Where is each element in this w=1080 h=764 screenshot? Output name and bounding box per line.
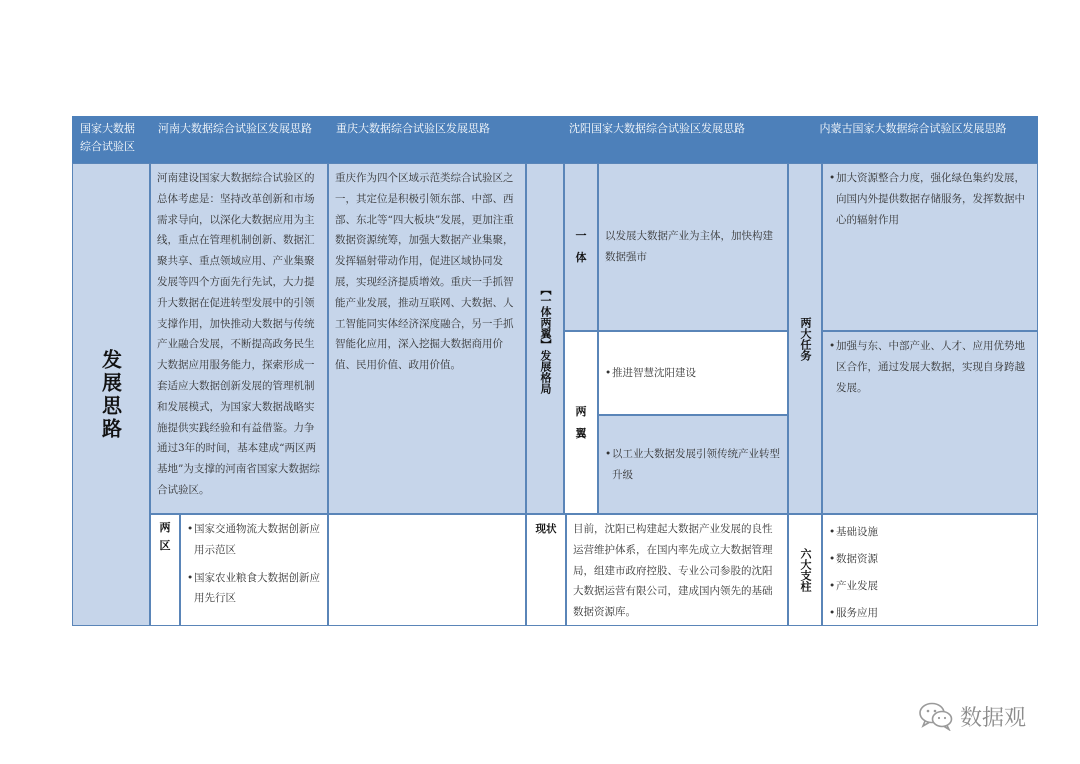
row-label: 发展思路 xyxy=(98,348,123,441)
shenyang-pattern-cell xyxy=(526,163,564,514)
header-chongqing xyxy=(328,116,526,163)
list-item: • 国家交通物流大数据创新应用示范区 xyxy=(187,519,321,561)
shenyang-status-label-cell xyxy=(526,514,566,626)
henan-liangqu-list xyxy=(187,519,321,609)
shenyang-yiti-label: 一体 xyxy=(575,229,587,264)
henan-liangqu-cell xyxy=(180,514,328,626)
header-henan-label: 河南大数据综合试验区发展思路 xyxy=(158,122,312,135)
shenyang-yiti-label-cell xyxy=(564,163,598,331)
henan-main-cell xyxy=(150,163,328,514)
watermark xyxy=(918,698,1048,734)
shenyang-yiti-text: 以发展大数据产业为主体，加快构建数据强市 xyxy=(605,230,773,263)
header-region-label: 国家大数据综合试验区 xyxy=(80,122,135,153)
neimenggu-tasks-label: 两大任务 xyxy=(799,316,812,361)
list-item: • 以工业大数据发展引领传统产业转型升级 xyxy=(605,444,781,486)
shenyang-liangyi-item-1-cell xyxy=(598,331,788,415)
neimenggu-pillars-cell xyxy=(822,514,1038,626)
neimenggu-task-2-cell xyxy=(822,331,1038,514)
list-item: • 加大资源整合力度，强化绿色集约发展，向国内外提供数据存储服务，发挥数据中心的辐射作用 xyxy=(829,168,1031,230)
chongqing-main-text: 重庆作为四个区域示范类综合试验区之一，其定位是积极引领东部、中部、西部、东北等“四大板块”发展，更加注重数据资源统筹，加强大数据产业集聚，发挥辐射带动作用，促进区域协同发展，实现经济提质增效。重庆一手抓智能产业发展，推动互联网、大数据、人工智能同实体经济深度融合，另一手抓智能化应用，深入挖掘大数据商用价值、民用价值、政用价值。 xyxy=(335,172,514,372)
chongqing-empty-cell xyxy=(328,514,526,626)
henan-liangqu-label-cell xyxy=(150,514,180,626)
shenyang-status-cell xyxy=(566,514,788,626)
header-chongqing-label: 重庆大数据综合试验区发展思路 xyxy=(336,122,490,135)
shenyang-liangyi-label-cell xyxy=(564,331,598,514)
header-neimenggu-label: 内蒙古国家大数据综合试验区发展思路 xyxy=(819,122,1007,135)
header-neimenggu xyxy=(788,116,1038,163)
wechat-icon xyxy=(918,701,954,731)
row-label-cell xyxy=(72,163,150,626)
shenyang-pattern-label: 【一体两翼】发展格局 xyxy=(539,283,552,394)
henan-main-text: 河南建设国家大数据综合试验区的总体考虑是：坚持改革创新和市场需求导向，以深化大数据应用为主线，重点在管理机制创新、数据汇聚共享、重点领域应用、产业集聚发展等四个方面先行先试，大力提升大数据在促进转型发展中的引领支撑作用，加快推动大数据与传统产业融合发展，不断提高政务民生大数据应用服务能力，探索形成一套适应大数据创新发展的管理机制和发展模式，为国家大数据战略实施提供实践经验和有益借鉴。力争通过3年的时间，基本建成“两区两基地”为支撑的河南省国家大数据综合试验区。 xyxy=(157,172,320,496)
neimenggu-task-1-cell xyxy=(822,163,1038,331)
header-region xyxy=(72,116,150,163)
list-item: • 加强与东、中部产业、人才、应用优势地区合作，通过发展大数据，实现自身跨越发展。 xyxy=(829,336,1031,398)
shenyang-status-label: 现状 xyxy=(535,523,557,535)
henan-liangqu-label: 两区 xyxy=(159,521,171,552)
shenyang-yiti-cell xyxy=(598,163,788,331)
shenyang-status-text: 目前，沈阳已构建起大数据产业发展的良性运营维护体系，在国内率先成立大数据管理局，组建市政府控股、专业公司参股的沈阳大数据运营有限公司，建成国内领先的基础数据资源库。 xyxy=(573,523,773,619)
list-item: • 基础设施 xyxy=(829,519,1031,546)
list-item: • 服务应用 xyxy=(829,600,1031,627)
chongqing-main-cell xyxy=(328,163,526,514)
shenyang-liangyi-label: 两翼 xyxy=(575,404,587,440)
header-shenyang-label: 沈阳国家大数据综合试验区发展思路 xyxy=(569,122,745,135)
neimenggu-pillars-label: 六大支柱 xyxy=(799,548,812,592)
neimenggu-pillars-list xyxy=(829,519,1031,627)
header-henan xyxy=(150,116,328,163)
watermark-text: 数据观 xyxy=(960,705,1027,731)
header-shenyang xyxy=(526,116,788,163)
list-item: • 产业发展 xyxy=(829,573,1031,600)
shenyang-liangyi-item-2-cell xyxy=(598,415,788,514)
list-item: • 推进智慧沈阳建设 xyxy=(605,363,696,384)
neimenggu-pillars-label-cell xyxy=(788,514,822,626)
neimenggu-tasks-label-cell xyxy=(788,163,822,514)
list-item: • 国家农业粮食大数据创新应用先行区 xyxy=(187,568,321,610)
list-item: • 数据资源 xyxy=(829,546,1031,573)
